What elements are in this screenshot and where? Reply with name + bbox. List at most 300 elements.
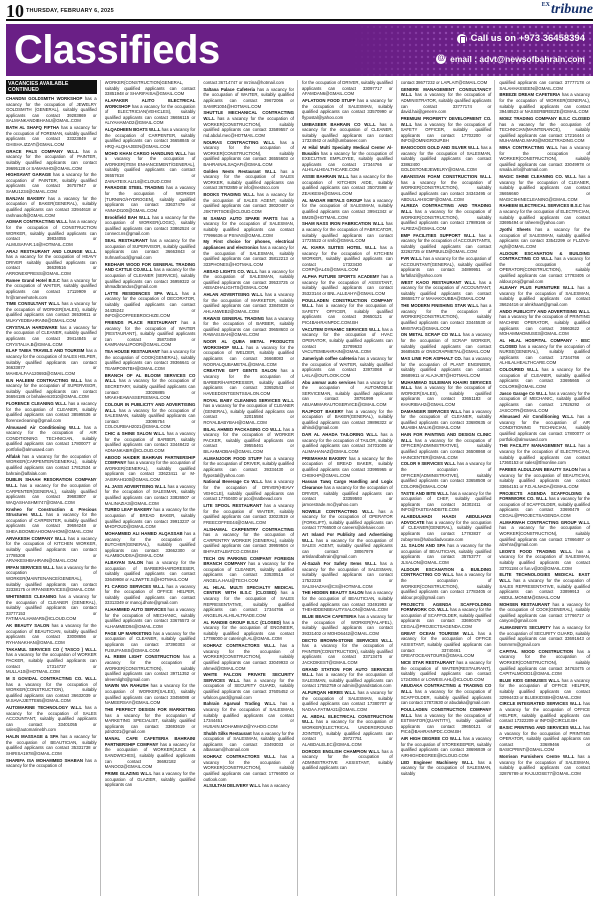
classified-ad	[203, 269, 294, 291]
ad-text: has a vacancy for the occupation of STOREKEEPER, suitably qualified applicants can contact 38696939 or AIRHIGHDEGREE@ICLOUD.COM	[400, 736, 492, 758]
ad-text: has a vacancy for the occupation of WORKER(CONSTRUCTION), suitably qualified applicants can contact 17989166 or ALREZA@GMAIL.COM	[400, 209, 492, 231]
classified-ad	[203, 427, 294, 455]
ad-text: has a vacancy for the occupation of SALESMAN, suitably qualified applicants can contact 17522228 or SALSHAZAH@CS@HOTMAIL.COM	[302, 561, 393, 589]
ad-text: has a vacancy for the occupation of DRIVER(HEAVY VEHICLE), suitably qualified applicants can contact 17760400 or pco@natbevad.com	[203, 479, 295, 502]
advertiser-name: DUBLIN SHAAH RESORATION COMPANY W.L.L	[6, 477, 97, 488]
advertiser-name: GENERE MANAGEMENT CONSULTANCY W.L.L	[400, 86, 492, 98]
ad-text: has a vacancy for the occupation of ELECTRICIAN(VEHICLES), suitably qualified applicants can contact 36656115 or ALIYAHAMAD2@GMAIL.COM	[104, 103, 196, 126]
classified-ad	[6, 425, 97, 453]
classified-ad	[302, 479, 393, 507]
ad-text: has a vacancy for the occupation of SALESMAN, suitably qualified applicants can contact 17344451 or HUSAIN.MOHAMMAD@YAHOO.COM	[203, 701, 295, 729]
ad-text: has a vacancy for the occupation of CARPENTRY WORKER (GENERAL), suitably qualified applicants can contact 39959504 or BHFASTALBATCO.COM.BH	[203, 532, 295, 554]
advertiser-name: ALHAMMED AUTO SERVICES	[104, 607, 167, 613]
classified-ad	[302, 198, 393, 220]
ad-text: has a vacancy for the occupation of SALESMAN, suitably qualified applicants can contact 33701184 or fun.v@20@GMAIL.COM	[499, 548, 591, 571]
classified-ad	[302, 245, 393, 273]
classified-ad	[302, 298, 393, 326]
classified-ad	[401, 631, 492, 659]
classified-ad	[401, 303, 492, 331]
classified-ad	[302, 380, 393, 408]
classified-ad	[302, 456, 393, 478]
advertiser-name: ALSHAMAL CARPENTRY CONTRACTING	[203, 526, 295, 532]
classified-ad	[105, 484, 196, 506]
advertiser-name: COLOURED W.L.L	[499, 367, 539, 373]
classified-ad	[203, 398, 294, 426]
classified-ad	[203, 316, 294, 338]
classified-columns	[6, 80, 593, 896]
ad-text: has a vacancy for the occupation of KITCHEN WORKER, suitably qualified applicants can contact 17785208 or ARVAKESHBAHRAIN@GMAIL.COM	[6, 535, 97, 564]
classified-ad	[203, 368, 294, 396]
contact-phone-text: Call us on +973 36458394	[470, 33, 585, 44]
advertiser-name: CIRCLE INTEGRATED SERVICES W.L.L	[499, 701, 582, 707]
ad-text: has a vacancy for the occupation of DRIVER, suitably qualified applicants can contact 39334430 or flypostal@yahoo.com	[203, 455, 295, 478]
advertiser-name: Ramee Grand Hotel B.S.C	[6, 277, 60, 283]
classified-ad	[6, 734, 97, 756]
ad-text: has a vacancy for the occupation of SCAFFOLDER, suitably qualified applicants can contact 17873630 or abudaka@gmail.com	[400, 689, 492, 706]
ad-text: has a vacancy for the occupation of BEAUTICIAN, suitably qualified applicants can contact 33491993 or THEHIDDENBEAUTYSALON@GMAIL.COM	[302, 590, 393, 613]
ad-text: has a vacancy for the occupation of ADMINISTRATOR, suitably qualified applicants can contact 33777174 or david.hai@generre.com	[400, 92, 492, 115]
classified-ad	[302, 327, 393, 355]
classified-ad	[302, 409, 393, 431]
classified-ad	[105, 291, 196, 319]
classified-ad	[401, 432, 492, 460]
advertiser-name: GRACE PALS COMPANY W.L.L	[6, 148, 79, 154]
advertiser-name: BASIC PRINTING AND SERVICES W.L.L	[499, 725, 582, 730]
ad-text: has a vacancy for the occupation of ELECTRICIAN, suitably qualified applicants can contact 33695494 or raheem@yahoo.com	[499, 203, 591, 226]
ad-text: has a vacancy for the occupation of AIR CONDITIONING TECHNICIAN, suitably qualified applicants can contact 17800077 or portfolio@almusaed.com	[6, 424, 97, 453]
advertiser-name: ROYAL BABY CLEANING SERVICES W.L.L	[203, 397, 295, 403]
advertiser-name: Knsheo for Construction & Precious Structures W.L.L	[6, 506, 97, 518]
ad-text: has a vacancy for the occupation of WAITER, suitably qualified applicants can contact 39672066 or SAMIR1004@HOTMAIL.COM	[203, 86, 295, 109]
advertiser-name: Hassan Tawq Cargo Handling and Logix Clearance	[302, 479, 393, 490]
ad-text: has a vacancy for the occupation of OFFICE ASSISTANT, suitably qualified applicants can contact 33740461 or GREATOCEANTOURS@GMAIL.COM	[400, 630, 492, 659]
advertiser-name: TASTE AND BITE W.L.L	[400, 490, 449, 496]
classified-ad	[401, 87, 492, 115]
ad-text: has a vacancy for the occupation of WAITER, suitably qualified applicants can contact 17119909 or hr@rameehotels.com	[6, 277, 97, 300]
classified-ad	[302, 509, 393, 531]
ad-text: has a vacancy for the occupation of WORKER(CONSTRUCTION), suitably qualified applicants can contact 39711352 or alreemlight@gmail.com	[104, 654, 196, 682]
contact-email	[415, 54, 585, 64]
ad-text: has a vacancy	[262, 783, 290, 789]
ad-text: has a vacancy for the occupation of WORKER PACKER, suitably qualified applicants can contact 17314737 or MULLA10@HOTMAIL.COM	[6, 652, 97, 675]
classified-ad	[203, 731, 294, 753]
advertiser-name: Golden Nests Restaurant W.L.L	[203, 168, 277, 174]
ad-text: has a vacancy for the occupation of SALES AGENT, suitably qualified applicants can contact 38020467 or JSKTIRTSOE@ICLOUD.COM	[203, 192, 295, 214]
advertiser-name: WHITENESS CLEANING	[6, 594, 57, 600]
classified-ad	[499, 285, 590, 307]
advertiser-name: My First choice for phones, electrical appliances and electronics	[203, 239, 295, 250]
advertiser-name: ARAJ RESTAURANT AND LOUNGE W.L.L	[6, 248, 97, 254]
ad-text: has a vacancy for the occupation of SECURITY GUARD, suitably qualified applicants can contact 33691643 or bsmmrm@gmail.com	[499, 625, 591, 647]
classified-ad	[302, 714, 393, 748]
advertiser-name: Art Island For Publicity and Advertising W.L.L	[302, 532, 393, 543]
classified-ad	[401, 736, 492, 758]
advertiser-name: CHIC & SHINE SALON W.L.L	[104, 431, 165, 437]
ad-text: has a vacancy for the occupation of MARKETER, suitably qualified applicants can contact 33845028 or AHLANWEB2@GMAIL.COM	[203, 292, 295, 314]
advertiser-name: ABANSSAN FOAM CONSTRUCTION W.L.L	[400, 174, 492, 180]
ad-text: has a vacancy for the occupation of OFFICER(ADMINISTRATIVE), suitably qualified applicants can contact 33658508 or COLOR9@GMAIL.COM	[400, 461, 492, 489]
ad-text: has a vacancy for the occupation of GLAZIER, suitably qualified applicants can	[104, 770, 196, 788]
classified-ad	[302, 174, 393, 196]
ad-text: has a vacancy for the occupation of JEWELRY GOLDSMITH (GENERAL), suitably qualified applicants can contact 39283869 or SALMANKANDIBHANU@GMAIL.COM	[6, 96, 97, 124]
advertiser-name: ALBAYAN SALON	[104, 560, 144, 566]
publication-date: THURSDAY, FEBRUARY 6, 2025	[26, 8, 114, 14]
ad-text: has a vacancy for the occupation of WELDER, suitably qualified applicants can contact 36668083 or NOORALQUBAMETAL@GMAIL.COM	[203, 344, 295, 367]
ad-text: has a vacancy for the occupation of CLEANER (GENERAL), suitably qualified applicants can contact 32015584 or ROYALBABYBAH@GMAIL.COM	[203, 403, 295, 425]
masthead-name: tribune	[550, 2, 593, 17]
ad-text: has a vacancy for the occupation of WORKER(LOGIC), suitably qualified applicants can contact 33862524 or connect.ns@gmail.com	[104, 214, 196, 237]
advertiser-name: THE FACILITY MANAGEMENT W.L.L	[499, 443, 577, 449]
classified-ad	[499, 678, 590, 700]
advertiser-name: AK BEAUTY SALON	[6, 623, 50, 629]
classified-ad	[499, 391, 590, 413]
classified-ad	[499, 338, 590, 366]
classified-ad	[499, 80, 590, 91]
classified-ad	[302, 749, 393, 771]
advertiser-name: ALMANJOOR FOOD STUFF	[203, 455, 262, 461]
ad-text: has a vacancy for the occupation of WAITER, suitably qualified applicants can contact 33023519 or FREECOFFEE44@GMAIL.COM	[203, 502, 295, 525]
classified-ad	[203, 192, 294, 214]
classified-ad	[105, 560, 196, 582]
classified-ad	[6, 676, 97, 704]
advertiser-name: LED Engineer Machinery W.L.L	[400, 759, 474, 765]
ad-text: has a vacancy for the occupation of CLEANER, suitably qualified applicants can contact 17324942 or asif@umbaseer.com	[302, 121, 393, 144]
advertiser-name: PROJECTS AGENDA SCAFFOLDING & FORMWORK CO. W.L.L	[499, 490, 591, 502]
advertiser-name: RAWASI GENERAL TRADING	[203, 315, 265, 321]
advertiser-name: COLOR 9 SERVICES W.L.L	[400, 461, 456, 467]
advertiser-name: SHARIFA ISA MOHAMMED SHABAN	[6, 757, 83, 763]
classified-ad	[302, 690, 393, 712]
classified-ad	[499, 443, 590, 465]
classified-ad	[105, 531, 196, 559]
classified-ad	[302, 432, 393, 454]
classified-ad	[302, 356, 393, 378]
advertiser-name: LEON'S FOOD TRADING W.L.L	[499, 548, 572, 554]
advertiser-name: SHUTTLE MECHANICAL CONTRACTING W.L.L	[203, 110, 295, 121]
advertiser-name: NOOR AL QUBA METAL PRODUCTS WORKSHOP W.L.L	[203, 339, 295, 350]
ad-text: has a vacancy for the occupation of HEAVY DRIVER suitably qualified applicants can contact 36639516 or ARRONEXPRESS@GMAIL.COM	[6, 254, 97, 276]
classified-ad	[6, 647, 97, 675]
contact-email-text: email : advt@newsofbahrain.com	[450, 54, 585, 64]
classified-ad	[499, 725, 590, 753]
ad-text: has a vacancy for the occupation of WORKER(CONSTRUCTION), suitably qualified applicants can contact 17783405 or aldour.proj@gmail.com	[400, 572, 492, 600]
classified-ad	[105, 736, 196, 770]
advertiser-name: ASSIE BAHRAIN W.L.L	[302, 174, 350, 180]
classified-ad	[499, 367, 590, 389]
classified-ad	[105, 373, 196, 401]
ad-text: has a vacancy for the occupation of ESTIMATOR(QUANTITY), suitably qualified applicants can contact 39650121 or PIC4@BAHRAINPDC.COM.BH	[400, 712, 492, 735]
column-5	[401, 80, 496, 896]
ad-text: has a vacancy for the occupation of OPERATOR (FORKLIFT), suitably qualified applicants can contact 77766500 or careers@dehaier.com	[302, 508, 393, 531]
classified-ad	[401, 707, 492, 735]
advertiser-name: SEAL RESTAURANT	[104, 238, 148, 244]
ad-text: has a vacancy for the occupation of BREAD BAKER, suitably qualified applicants can contact 33995965 or CHEIKHP@GMAIL.COM	[302, 455, 393, 478]
ad-text: has a vacancy for the occupation of SAFETY OFFICER, suitably qualified applicants can contact 17702200 or INFO@OMNIGROUP.BH	[400, 121, 492, 144]
advertiser-name: POULLADEN CONSTRUCTION COMPANY W.L.L	[302, 297, 393, 309]
advertiser-name: PROJECTS AGENDA SCAFFOLDING FORMWORK CO. W.L.L	[400, 601, 492, 613]
ad-text: has a vacancy for the occupation of COOK(GENERAL), suitably qualified applicants can contact 17766717 or canyon@gmail.com	[499, 601, 591, 624]
classified-ad	[401, 760, 492, 777]
ad-text: has a vacancy for the occupation of SALES REPRESENTATIVE, suitably qualified applicants can contact 33899913 or ABDUL.MONEM@GMAIL.COM	[499, 578, 591, 600]
advertiser-name: Al-Sazah For Safety Items W.L.L	[302, 561, 377, 567]
ad-text: has a vacancy for the occupation of CARPENTER, suitably qualified applicants can contact 39694248 or SHEA.BOOMEAHOOMAHOM@GMAIL.COM	[6, 512, 97, 534]
ad-text: has a vacancy for the occupation of WORKER(CONSTRUCTION), suitably qualified applicants can contact 33445530 or MMSTAR1@GMAIL.COM	[400, 303, 492, 331]
classified-ad	[203, 169, 294, 191]
classified-ad	[401, 203, 492, 231]
classified-ad	[401, 660, 492, 682]
ad-text: has a vacancy for the occupation of BAKER(GENERAL), suitably qualified applicants can contact 39896322 or alhindi@gmail.com	[302, 408, 393, 431]
ad-text: has a vacancy for the occupation of WORKER(SALES), suitably qualified applicants can contact 33456088 or NAMEERSAY@GMAIL.COM	[104, 683, 196, 706]
banner-contact-area	[353, 24, 593, 76]
ad-text: has a vacancy for the occupation of FOREMAN, suitably qualified applicants can contact 33323849 or GHISHA.IZZAT@GMAIL.COM	[6, 125, 97, 147]
advertiser-name: BANOCOOS GOLD AND SILVER W.L.L	[400, 145, 480, 151]
ad-text: has a vacancy for the occupation of CARPENTER, suitably qualified applicants can contact 36658845 or HRQ-ALQHAJEEN@GMAIL.COM	[104, 127, 196, 149]
ad-text: has a vacancy for the occupation of WORKER(CONSTRUCTION), suitably qualified applicants can contact 36555603 or BAHRAINALSAQAFI@GMAIL.COM	[203, 139, 295, 167]
ad-text: has a vacancy for the occupation of PAINTER(CONSTRUCTION), suitably qualified applicants can contact 33713475 or JACKDIKEST@GMAIL.COM	[302, 643, 393, 665]
classified-ad	[401, 543, 492, 565]
ad-text: has a vacancy for the occupation of MECHANIC, suitably qualified applicants can contact 17826292 or JASCOTR@GMAIL.COM	[499, 390, 591, 413]
ad-text: has a vacancy for the occupation of BARBER, suitably qualified applicants can contact 33448422 or ADNANKABIR@ICLOUD.COM	[104, 431, 196, 453]
advertiser-name: ALABDULHADI HAADI ABDULHADI ADVOCATE	[400, 514, 492, 525]
ad-text: has a vacancy for the occupation of BARBER/HAIRDRESSER, suitably qualified applicants can contact 33652543 or HAVEEDGNTGENTSSALON.COM	[203, 368, 295, 396]
classified-ad	[203, 239, 294, 267]
classified-ad	[499, 174, 590, 202]
classified-ad	[401, 409, 492, 431]
advertiser-name: AL MADAR METALS GROUP	[302, 197, 363, 203]
ad-text: has a vacancy for the occupation of SALES REPRESENTATIVE, suitably qualified applicants can contact 17344766 or ANGELIN.ALHILALTRADE.COM	[203, 590, 295, 618]
ad-text: has a vacancy for the occupation of SALESMAN, suitably qualified applicants can contact 77996636 or PSIVAS@GMAIL.COM	[203, 215, 295, 238]
ad-text: has a vacancy for the occupation of SALES HELPER, suitably qualified applicants can contact 36633877 or MAHEALFAA120693@GMAIL.COM	[6, 348, 97, 376]
advertiser-name: ALDOUR ESCANATION & BUILDING CONTRACTING CO W.L.L	[400, 566, 492, 578]
classified-ad	[203, 556, 294, 584]
classified-ad	[203, 503, 294, 525]
advertiser-name: CRYSTALIA HARDWARE	[6, 324, 58, 330]
advertiser-name: Brookfield BAH W.L.L	[104, 214, 151, 220]
classified-ad	[401, 567, 492, 601]
ad-text: has a vacancy for the occupation of ACCOUNTANT(GENERAL), suitably qualified applicants can contact 34899951 or farfallazi@yahoo.com	[400, 256, 492, 278]
ad-text: has a vacancy for the occupation of SALESMAN, suitably qualified applicants can contact 33826507 or MALINAZIA3@GMAIL.COM	[104, 483, 196, 506]
ad-text: has a vacancy for the occupation of ASSISTANT, suitably qualified applicants can contact 35323144 or BNL.ALLEAHY@GMAIL.COM	[302, 274, 393, 296]
advertiser-name: BOOKS TRADING W.L.L	[203, 192, 255, 198]
classified-ad	[401, 116, 492, 144]
ad-text: has a vacancy for the occupation of SUPERVISOR, suitably qualified applicants can contact 36694186 or bnhaleem2010@GMAIL.COM	[6, 377, 97, 400]
advertiser-name: THE MODERN FINISHING STAR W.L.L	[400, 303, 479, 309]
classified-ad	[302, 98, 393, 120]
classified-ad	[401, 380, 492, 408]
masthead-logo	[542, 2, 593, 18]
ad-text: has a vacancy for the occupation of SALESMAN, suitably qualified applicants can contact 33862400 or GOLDSTONEJEWELRY@GMAIL.COM	[400, 145, 492, 173]
advertiser-name: BLUE KIDS GENIUSES W.L.L	[499, 677, 560, 683]
ad-text: has a vacancy for the occupation of OFFICE HELPER, suitably qualified applicants can contact 17322209 or INFO@CIRCLE.BH	[499, 701, 591, 724]
ad-text: has a vacancy for the occupation of KITCHEN AIDE, suitably qualified applicants can contact 35072598 or ZEAIKESH@GMAIL.COM	[302, 174, 393, 197]
advertiser-name: Alfalak	[6, 453, 21, 459]
ad-text: has a vacancy for the occupation of WORKER(SALES), suitably qualified applicants can contact 36539811 or MUAYYEDBAHRAINI@GMAIL.COM	[6, 301, 97, 324]
advertiser-name: M S GOVIDAL CONTRACTING CO. W.L.L	[6, 675, 97, 681]
advertiser-name: MUHAMMAD SULEIMAN KHAIRI SERVICES W.L.L	[400, 379, 492, 391]
advertiser-name: ALSULTAN DELIVERY W.L.L	[203, 783, 261, 789]
classified-ad	[401, 602, 492, 630]
advertiser-name: M SAMAD AUTO SPARE PARTS	[203, 215, 278, 221]
classified-ad	[401, 683, 492, 705]
advertiser-name: Shubh Silks Restaurant	[203, 730, 252, 736]
ad-text: has a vacancy for the occupation of KITCHEN WORKER, suitably qualified applicants can contact 17323430 or CORP@AL4S@GMAIL.COM	[302, 244, 393, 273]
advertiser-name: POULLADEN CONSTRUCTION COMPANY W.L.L	[400, 707, 492, 718]
advertiser-name: THE PERFECT DESIGN FOR MARKETING	[104, 707, 196, 713]
ad-text: has a vacancy for the occupation of CLEANER, suitably qualified applicants can contact 33530515 or ANGELA.HAU@TECH.COM	[203, 561, 295, 584]
ad-text: has a vacancy for the occupation of TECHNICIAN(MAINTENANCE), suitably qualified applicants can contact 17216444 or MUHAMMAD.MARI@MOEZTRADING.COM	[499, 121, 591, 144]
classified-ad	[203, 339, 294, 367]
advertiser-name: NOURAS CONTRACTING W.L.L	[203, 139, 275, 145]
advertiser-name: AL JASS ADVERTISING W.L.L	[104, 483, 167, 489]
classified-ad	[105, 707, 196, 735]
ad-text: has a vacancy for the occupation of WORKER(CONSTRUCTION), suitably qualified applicants can contact 33049933 or ahmed@GMAIL.COM	[203, 643, 295, 671]
classified-ad	[6, 249, 97, 277]
advertiser-name: AL HILAL HOSPITAL COMPANY - BSC CLOSED	[499, 338, 591, 349]
ad-text: has a vacancy for the occupation of MECHANIC, suitably qualified applicants can contact 33676573 or ALHAMMED94@GMAIL.COM	[104, 607, 196, 629]
ad-text: has a vacancy for the occupation of SCAFFOLDER, suitably qualified applicants can contact 33690479 or CEGAL@PROJECTSAGENDA.COM	[400, 607, 492, 629]
advertiser-name: ABSAD LIGHTS CO. W.L.L	[203, 268, 258, 274]
classified-ad	[6, 325, 97, 347]
classified-ad	[499, 572, 590, 600]
ad-text: has a vacancy for the occupation of WORKER(CONSTRUCTION), suitably qualified applicants can contact 17866487 or alzehra@gmail.com	[499, 525, 591, 548]
advertiser-name: MAGIC SHINE CLEANING CO. W.L.L	[499, 174, 577, 180]
ad-text: has a vacancy for the occupation of WORKER(CARPENTER/GENERAL), suitably qualified applicants can contact 17812534 or bahrain@alfalak.com	[6, 453, 97, 476]
advertiser-name: NICE STAR RESTAURANT	[400, 659, 455, 665]
advertiser-name: CHANDNI GOLDSMITH WORKSHOP	[6, 96, 83, 101]
ad-text: has a vacancy for the occupation of SALESMAN, suitably qualified applicants can contact 35812213 or 333PHONES@HOTMAIL.COM	[203, 244, 295, 267]
advertiser-name: ALAFAKER ALITO ELECTRICAL WORKSHOP	[104, 97, 196, 109]
ad-text: has a vacancy for the occupation of WORKER(JUICE & SANDWICHES), suitably qualified applicants can contact 36692182 or MANOO2@GMAIL.COM	[104, 741, 196, 770]
ad-text: has a vacancy for the occupation of SALESMAN, suitably qualified applicants can contact 17380707 or NADAA.FATIMA21@GMAIL.COM	[302, 690, 393, 713]
ad-text: has a vacancy for the occupation of OFFICE HELPER, suitably qualified applicants can contact 32994433 or BLUEKIDSBH@GMAIL.COM	[499, 677, 591, 700]
classified-ad	[302, 145, 393, 173]
ad-text: has a vacancy for the occupation of CLEANER(GENERAL), suitably qualified applicants can contact 17783837 or zubayrms@habodiadvocate.com	[400, 519, 492, 542]
advertiser-name: MOEZ TRADING COMPANY B.S.C CLOSED	[499, 115, 591, 121]
classified-ad	[203, 754, 294, 782]
advertiser-name: B.N HALEEM CONTRACTING W.L.L	[6, 377, 83, 383]
advertiser-name: Morrison Furnishers Centre W.L.L	[499, 754, 575, 760]
advertiser-name: AI Hilal Multi Specialty Medical Center Al-Busaitin	[302, 145, 393, 156]
classified-ad	[6, 536, 97, 564]
classified-ad	[302, 80, 393, 97]
advertiser-name: CAPITAL MOOD CONSTRUCTION	[499, 648, 574, 654]
column-4	[302, 80, 397, 896]
advertiser-name: TAKAMUL SERVICES CO ( TASCO ) W.L.L	[6, 646, 97, 652]
ad-text: has a vacancy for the occupation of OFFICE HELPER, suitably qualified applicants can contact 33313349 or manoj.dhote@gmail.com	[104, 583, 196, 606]
advertiser-name: KOHRAZ CONTRACTORS W.L.L	[203, 754, 276, 760]
ad-text: has a vacancy for the occupation of WORKER(GENERAL), suitably qualified applicants can contact 33623411 or M-JAISRAHI100@GMAIL.COM	[104, 460, 196, 482]
email-icon	[436, 54, 446, 64]
ad-text: has a vacancy for the occupation of SALESMAN, suitably qualified applicants can contact 33542299 or FLJZVS-Agh@GMAIL.COM	[499, 226, 591, 249]
advertiser-name: BLUE BEACH CAFETERIA	[302, 613, 357, 619]
ad-text: has a vacancy for the occupation of ADMINISTRATIVE ASSISTANT, suitably qualified applicants can	[302, 748, 393, 771]
advertiser-name: COLOUR IN PUBLICITY AND ADVERTISING W.L.L	[104, 401, 196, 413]
classified-ad	[6, 623, 97, 645]
classified-ad	[105, 455, 196, 483]
ad-text: has a vacancy for the occupation of CLEANER (GENERAL), suitably qualified applicants can contact 33777153 or FATIMAALHAMAR5@ICLOUD.COM	[6, 594, 97, 622]
classified-ad	[6, 172, 97, 194]
classified-ad	[6, 278, 97, 300]
ad-text: has a vacancy for the occupation of BAKER(GENERAL), suitably qualified applicants can contact 33944618 or rashnasoft@GMAIL.COM	[6, 195, 97, 218]
advertiser-name: ALMARWAH CONTRACTING GROUP W.L.L	[499, 519, 591, 525]
advertiser-name: AIR HIGH DEGREE CO W.L.L	[400, 736, 462, 742]
column-6	[499, 80, 593, 896]
advertiser-name: VACUTEM DYNAMIC SERVICES W.L.L	[302, 326, 381, 332]
advertiser-name: PREMAHAN BAKERY	[302, 455, 347, 461]
ad-text: has a vacancy for the occupation of CLEANER, suitably qualified applicants can contact 36656660 or MAGICSHINECLEANING@GMAIL.COM	[499, 174, 591, 202]
classified-ad	[499, 520, 590, 548]
ad-text: has a vacancy for the occupation of CLEANER, suitably qualified applicants can contact 39414845 or CRYSTALIA.B@GMAIL.COM	[6, 324, 97, 347]
ad-text: has a vacancy for the occupation of CLEANER, suitably qualified applicants can contact 33680635 or MUAIBH.MALIK@GMAIL.COM	[400, 408, 492, 431]
advertiser-name: WHITE FALCON PRIVATE SECURITY SERVICES W.L.L	[203, 672, 295, 683]
classified-ad	[105, 320, 196, 348]
classified-ad	[105, 98, 196, 126]
classified-ad	[105, 654, 196, 682]
ad-text: has a vacancy for the occupation of CONSTRUCTION WORKER, suitably qualified applicants can contact 39834055 or ALMUSAFAR.14@HOTMAIL.COM	[6, 219, 97, 247]
ad-text: has a vacancy for the occupation of SALESMAN, suitably qualified applicants can contact 33493033 or albassam@hotmail.com	[203, 730, 295, 753]
classified-ad	[203, 527, 294, 555]
advertiser-name: BRANCH OF AL BLOOM SERVICES CO W.L.L	[104, 372, 196, 384]
classified-ad	[401, 461, 492, 489]
advertiser-name: CREATIVE GIFT GENTS SALON	[203, 368, 277, 374]
ad-text: has a vacancy for the occupation of HVAC OPERATOR, suitably qualified applicants can contact 32789633 or VACUTEMBAHRAIN@GMAIL.COM	[302, 326, 393, 355]
advertiser-name: TIME CONSULTANT W.L.L	[6, 301, 60, 307]
classified-ad	[499, 602, 590, 624]
ad-text: has a vacancy for the occupation of CLEANER (SERVICE), suitably qualified applicants can contact 36959322 or ahmadbrandos@gmail.com	[104, 267, 196, 290]
ad-text: has a vacancy for the occupation of CLEANER, suitably qualified applicants can contact 37390303 or FUSUFANSS@GMAIL.COM	[104, 630, 196, 653]
ad-text: has a vacancy for the occupation of SALESMAN, suitably qualified applicants can contact 36624416 or almkhaart@gmail.com	[499, 285, 591, 308]
ad-text: has a vacancy for the occupation of OFFICER(ADMINISTRATIVE), suitably qualified applicants can contact 36508868 or HAINCENTER@GMAIL.COM	[400, 437, 492, 460]
classified-ad	[499, 309, 590, 337]
advertiser-name: PRIME GLAZING W.L.L	[104, 770, 152, 776]
classified-ad	[401, 514, 492, 542]
advertiser-name: ALMAGNEYS SECURITY	[499, 625, 551, 631]
classified-ad	[499, 92, 590, 114]
classified-ad	[105, 402, 196, 430]
classified-ad	[203, 456, 294, 478]
ad-text: has a vacancy for the occupation of SUPERVISOR, suitably qualified applicants can contact 36663843 or trufmanfood@gmail.com	[104, 238, 196, 260]
classified-ad	[105, 584, 196, 606]
classified-ad	[203, 585, 294, 619]
classified-ad	[105, 349, 196, 371]
classified-ad	[6, 477, 97, 505]
ad-text: has a vacancy for the occupation of EXECUTIVE EMPLOYEE, suitably qualified applicants can contact 17344766 or ALHILALHEALTHCARE.COM	[302, 150, 393, 173]
advertiser-name: THE HIDDEN BEAUTY SALON	[302, 590, 364, 596]
classified-ad	[105, 631, 196, 653]
ad-text: has a vacancy for the occupation of BARBER, suitably qualified applicants can contact 39658603 or RAWASI.BAH@GMAIL.COM	[203, 315, 295, 338]
ad-text: has a vacancy for the occupation of CLEANER, suitably qualified applicants can contact 38595536 or florencecleaning@gmail.com	[6, 401, 97, 423]
advertiser-name: ANDO PUBLICITY AND ADVERTISING W.L.L	[499, 308, 591, 314]
advertiser-name: Jumeriyah coffee cafeteria	[302, 355, 357, 361]
classified-ad	[302, 532, 393, 560]
advertiser-name: LATTE RESIDENCES SPA W.L.L	[104, 290, 178, 296]
ad-text: has a vacancy for the occupation of WORKER(CONSTRUCTION), suitably qualified applicants can contact 33589557 or md.abdul.mec@HOTMAIL.COM	[203, 115, 295, 138]
ad-text: has a vacancy for the occupation of CLEANER, suitably qualified applicants can contact 33695665 or COLOR9@GMAIL.COM	[499, 367, 591, 389]
dot-pattern-icon	[353, 24, 593, 76]
advertiser-name: BATH AL SHAFQ FIFTHA	[6, 125, 60, 131]
advertiser-name: GREAT OCEAN TOURISM W.L.L	[400, 630, 475, 636]
advertiser-name: ELAF TABIA TRAVELS AND TOURISM	[6, 348, 85, 354]
classified-ad	[499, 701, 590, 723]
advertiser-name: GRAND STATION FOR AUTO SERVICES W.L.L	[302, 666, 393, 678]
classified-ad	[6, 401, 97, 423]
advertiser-name: BANJAN BAKERY	[6, 195, 46, 201]
ad-text: has a vacancy for the occupation of WORKER(ITEM ENHANCEMENT/GENERAL), suitably qualified applicants can contact 36557618 or ZAINATEIX.ALI14@ICLOUD.COM	[104, 150, 196, 184]
classified-ad	[302, 274, 393, 296]
advertiser-name: EMP FACILITIES SUPPORT W.L.L	[400, 232, 476, 238]
ad-text: has a vacancy for the occupation of SALESMAN, suitably qualified applicants can contact 17552759 or admin@grandstation.com	[302, 672, 393, 689]
ad-text: has a vacancy for the occupation of SALESMAN, suitably qualified applicants can contact 33570990 or flypostal@yahoo.com	[302, 97, 393, 120]
